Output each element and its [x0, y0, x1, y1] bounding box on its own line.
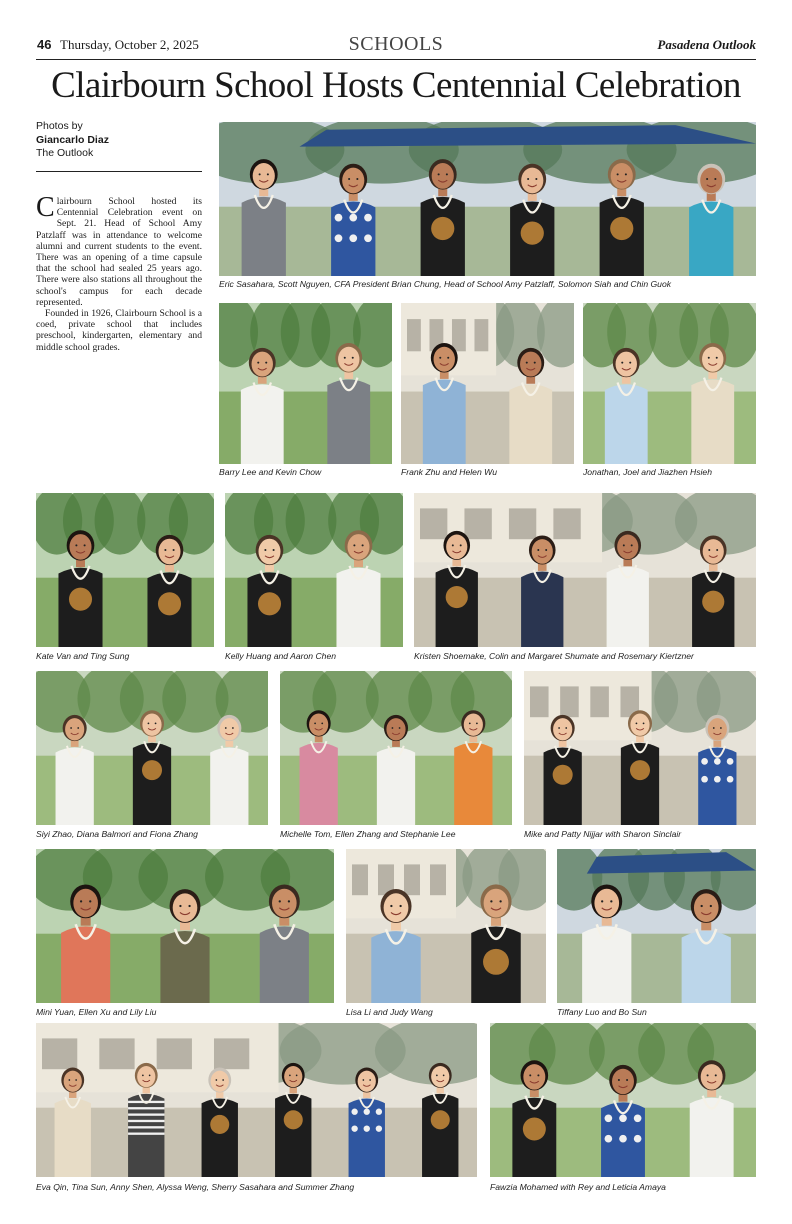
- p11-image: [36, 849, 334, 1003]
- p3-image: [401, 303, 574, 464]
- article-paragraph-1: [36, 192, 202, 308]
- caption-14: Eva Qin, Tina Sun, Anny Shen, Alyssa Weng, Sherry Sasahara and Summer Zhang: [36, 1182, 355, 1192]
- p12-image: [346, 849, 546, 1003]
- header-rule: [36, 59, 756, 60]
- p14-image: [36, 1023, 477, 1177]
- article-paragraph-2: Founded in 1926, Clairbourn School is a coed, private school that includes preschool, kindergarten, elementary and middle school grades.: [36, 308, 202, 353]
- caption-2: Barry Lee and Kevin Chow: [219, 467, 322, 477]
- caption-4: Jonathan, Joel and Jiazhen Hsieh: [583, 467, 712, 477]
- caption-11: Mini Yuan, Ellen Xu and Lily Liu: [36, 1007, 157, 1017]
- caption-10: Mike and Patty Nijjar with Sharon Sinclair: [524, 829, 682, 839]
- drop-cap: C: [36, 192, 55, 223]
- issue-date: Thursday, October 2, 2025: [60, 37, 199, 52]
- article-body: [36, 192, 202, 353]
- credit-outlet: The Outlook: [36, 147, 94, 159]
- credit-rule: [36, 171, 202, 172]
- p5-image: [36, 493, 214, 647]
- caption-7: Kristen Shoemake, Colin and Margaret Shumate and Rosemary Kiertzner: [414, 651, 694, 661]
- p10-image: [524, 671, 756, 825]
- photo-6: [225, 493, 403, 647]
- caption-9: Michelle Tom, Ellen Zhang and Stephanie Lee: [280, 829, 456, 839]
- p1-image: [219, 122, 756, 276]
- credit-photographer: Giancarlo Diaz: [36, 133, 109, 146]
- p15-image: [490, 1023, 756, 1177]
- p9-image: [280, 671, 512, 825]
- p6-image: [225, 493, 403, 647]
- photo-4: [583, 303, 756, 464]
- caption-12: Lisa Li and Judy Wang: [346, 1007, 433, 1017]
- paragraph-1-text: lairbourn School hosted its Centennial Celebration event on Sept. 21. Head of School Amy Patzlaff was in attendance to welcome alumni and current students to the event. There was an opening of a time capsule that the school had sealed 25 years ago. There were also stations all throughout the school's campus for each decade represented.: [36, 196, 202, 308]
- photo-9: [280, 671, 512, 825]
- caption-3: Frank Zhu and Helen Wu: [401, 467, 498, 477]
- photo-7: [414, 493, 756, 647]
- credit-label: Photos by: [36, 120, 83, 132]
- caption-6: Kelly Huang and Aaron Chen: [225, 651, 336, 661]
- photo-11: [36, 849, 334, 1003]
- photo-3: [401, 303, 574, 464]
- caption-1: Eric Sasahara, Scott Nguyen, CFA President Brian Chung, Head of School Amy Patzlaff, Solomon Siah and Chin Guok: [219, 279, 672, 289]
- photo-10: [524, 671, 756, 825]
- photo-8: [36, 671, 268, 825]
- caption-8: Siyi Zhao, Diana Balmori and Fiona Zhang: [36, 829, 198, 839]
- photo-14: [36, 1023, 477, 1177]
- section-name: SCHOOLS: [348, 33, 444, 55]
- photo-2: [219, 303, 392, 464]
- p7-image: [414, 493, 756, 647]
- photo-5: [36, 493, 214, 647]
- p13-image: [557, 849, 756, 1003]
- page-number: 46: [37, 37, 52, 52]
- photo-12: [346, 849, 546, 1003]
- caption-13: Tiffany Luo and Bo Sun: [557, 1007, 647, 1017]
- p4-image: [583, 303, 756, 464]
- photo-15: [490, 1023, 756, 1177]
- publication-name: Pasadena Outlook: [657, 37, 756, 52]
- caption-5: Kate Van and Ting Sung: [36, 651, 130, 661]
- p8-image: [36, 671, 268, 825]
- caption-15: Fawzia Mohamed with Rey and Leticia Amaya: [490, 1182, 666, 1192]
- p2-image: [219, 303, 392, 464]
- photo-credit: [36, 120, 206, 161]
- headline: Clairbourn School Hosts Centennial Celebration: [51, 65, 741, 106]
- photo-13: [557, 849, 756, 1003]
- photo-1: [219, 122, 756, 276]
